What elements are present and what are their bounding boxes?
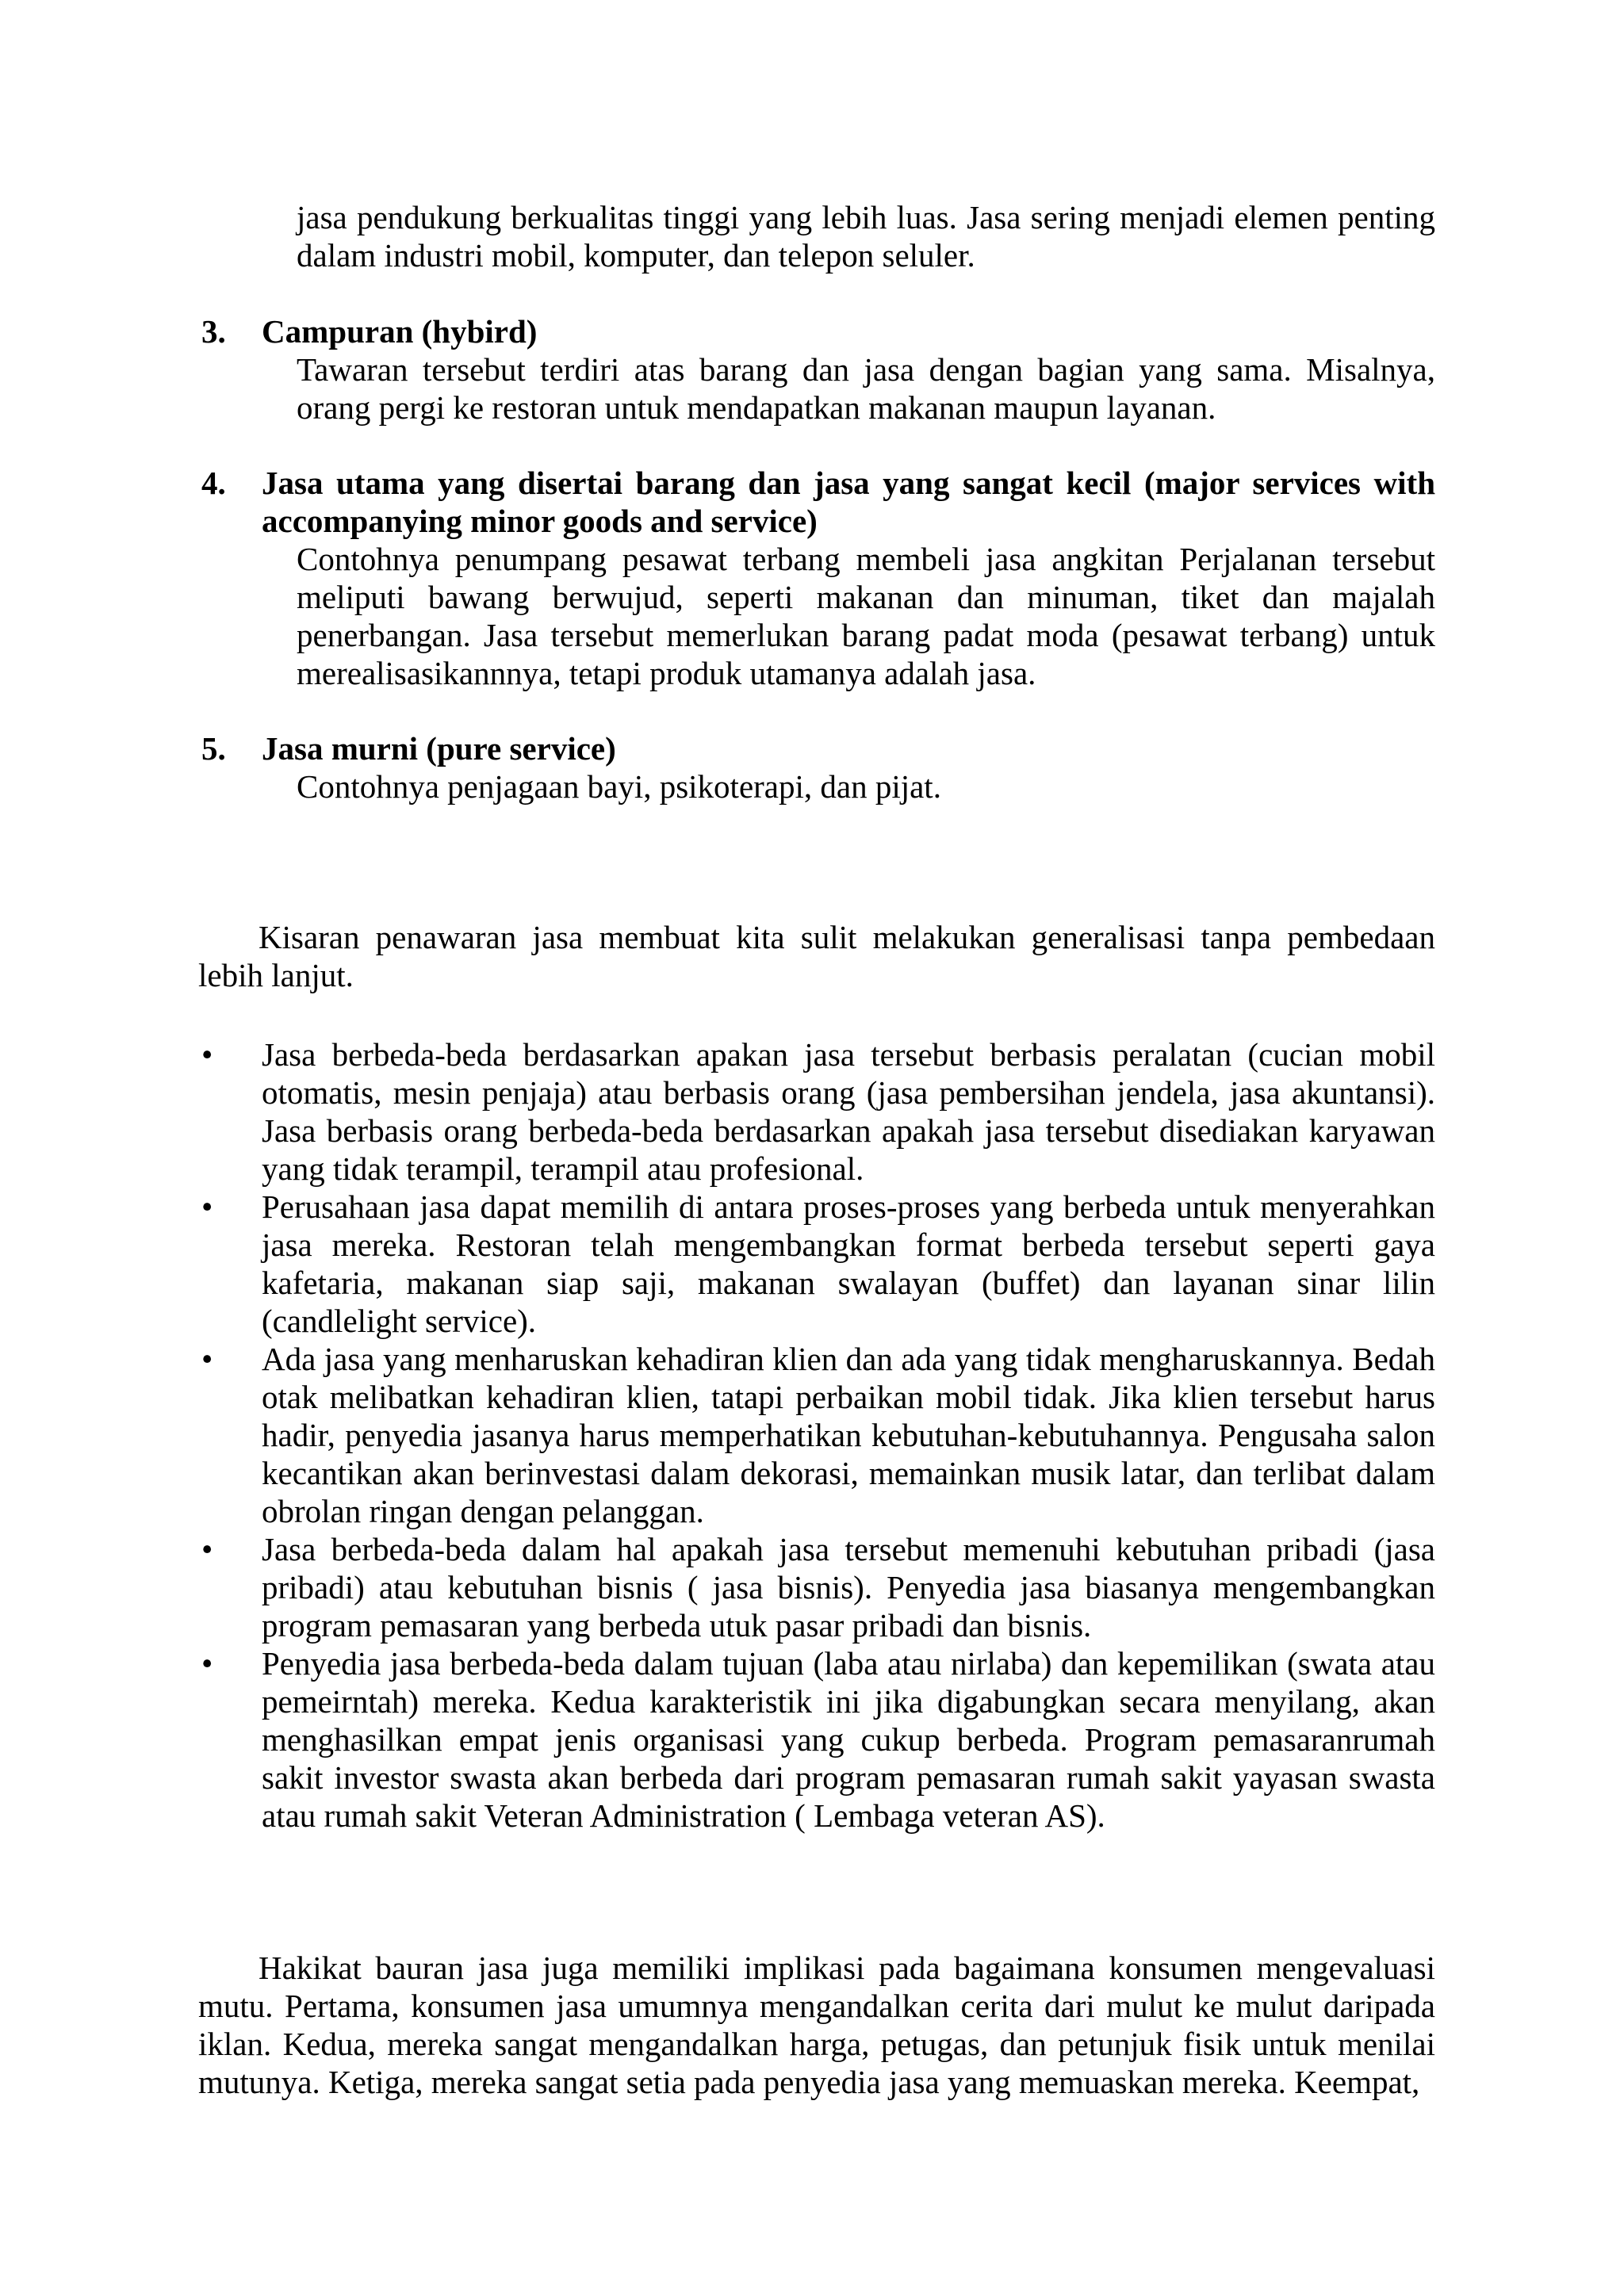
bullet-text: Perusahaan jasa dapat memilih di antara proses-proses yang berbeda untuk menyerahkan jasa mereka. Restoran telah mengembangkan format berbeda tersebut seperti gaya kafetaria, makanan siap saji, makanan swalayan (buffet) dan layanan sinar lilin (candlelight service). bbox=[262, 1188, 1435, 1339]
section-number: 5. bbox=[201, 730, 226, 767]
bullet-icon: • bbox=[201, 1341, 213, 1377]
closing-paragraph: Hakikat bauran jasa juga memiliki implikasi pada bagaimana konsumen mengevaluasi mutu. Pertama, konsumen jasa umumnya mengandalkan cerita dari mulut ke mulut daripada iklan. Kedua, mereka sangat mengandalkan harga, petugas, dan petunjuk fisik untuk menilai mutunya. Ketiga, mereka sangat setia pada penyedia jasa yang memuaskan mereka. Keempat, bbox=[198, 1950, 1435, 2100]
bullet-text: Penyedia jasa berbeda-beda dalam tujuan (laba atau nirlaba) dan kepemilikan (swata atau pemeirntah) mereka. Kedua karakteristik ini jika digabungkan secara menyilang, akan menghasilkan empat jenis organisasi yang cukup berbeda. Program pemasaranrumah sakit investor swasta akan berbeda dari program pemasaran rumah sakit yayasan swasta atau rumah sakit Veteran Administration ( Lembaga veteran AS). bbox=[262, 1645, 1435, 1834]
bullet-icon: • bbox=[201, 1188, 213, 1225]
section-title: Jasa utama yang disertai barang dan jasa yang sangat kecil (major services with accompanying minor goods and service) bbox=[262, 465, 1435, 539]
intro-paragraph: Kisaran penawaran jasa membuat kita sulit melakukan generalisasi tanpa pembedaan lebih lanjut. bbox=[198, 919, 1435, 993]
section-5 bbox=[198, 729, 1435, 806]
list-item bbox=[198, 1340, 1435, 1530]
bullet-text: Ada jasa yang menharuskan kehadiran klien dan ada yang tidak mengharuskannya. Bedah otak melibatkan kehadiran klien, tatapi perbaikan mobil tidak. Jika klien tersebut harus hadir, penyedia jasanya harus memperhatikan kebutuhan-kebutuhannya. Pengusaha salon kecantikan akan berinvestasi dalam dekorasi, memainkan musik latar, dan terlibat dalam obrolan ringan dengan pelanggan. bbox=[262, 1341, 1435, 1529]
bullet-icon: • bbox=[201, 1036, 213, 1073]
section-number: 4. bbox=[201, 465, 226, 501]
section-description: Contohnya penjagaan bayi, psikoterapi, dan pijat. bbox=[297, 768, 941, 805]
bullet-icon: • bbox=[201, 1645, 213, 1682]
bullet-list bbox=[198, 1035, 1435, 1835]
section-4 bbox=[198, 464, 1435, 692]
list-item bbox=[198, 1188, 1435, 1340]
bullet-text: Jasa berbeda-beda berdasarkan apakan jasa tersebut berbasis peralatan (cucian mobil otomatis, mesin penjaja) atau berbasis orang (jasa pembersihan jendela, jasa akuntansi). Jasa berbasis orang berbeda-beda berdasarkan apakah jasa tersebut disediakan karyawan yang tidak terampil, terampil atau profesional. bbox=[262, 1036, 1435, 1187]
section-heading bbox=[198, 312, 1435, 350]
intro-block bbox=[198, 918, 1435, 994]
section-title: Campuran (hybird) bbox=[262, 313, 538, 350]
section-heading bbox=[198, 464, 1435, 540]
section-description: Contohnya penumpang pesawat terbang membeli jasa angkitan Perjalanan tersebut meliputi bawang berwujud, seperti makanan dan minuman, tiket dan majalah penerbangan. Jasa tersebut memerlukan barang padat moda (pesawat terbang) untuk merealisasikannnya, tetapi produk utamanya adalah jasa. bbox=[297, 541, 1435, 691]
bullet-icon: • bbox=[201, 1531, 213, 1567]
bullet-list-block bbox=[198, 1035, 1435, 1835]
section-3 bbox=[198, 312, 1435, 427]
continuation-block bbox=[198, 198, 1435, 274]
list-item bbox=[198, 1035, 1435, 1188]
list-item bbox=[198, 1644, 1435, 1835]
section-description: Tawaran tersebut terdiri atas barang dan jasa dengan bagian yang sama. Misalnya, orang pergi ke restoran untuk mendapatkan makanan maupun layanan. bbox=[297, 351, 1435, 426]
section-heading bbox=[198, 729, 1435, 767]
section-number: 3. bbox=[201, 313, 226, 350]
closing-block bbox=[198, 1949, 1435, 2101]
list-item bbox=[198, 1530, 1435, 1644]
bullet-text: Jasa berbeda-beda dalam hal apakah jasa tersebut memenuhi kebutuhan pribadi (jasa pribadi) atau kebutuhan bisnis ( jasa bisnis). Penyedia jasa biasanya mengembangkan program pemasaran yang berbeda utuk pasar pribadi dan bisnis. bbox=[262, 1531, 1435, 1644]
continuation-text: jasa pendukung berkualitas tinggi yang lebih luas. Jasa sering menjadi elemen penting dalam industri mobil, komputer, dan telepon seluler. bbox=[297, 199, 1435, 274]
section-title: Jasa murni (pure service) bbox=[262, 730, 616, 767]
